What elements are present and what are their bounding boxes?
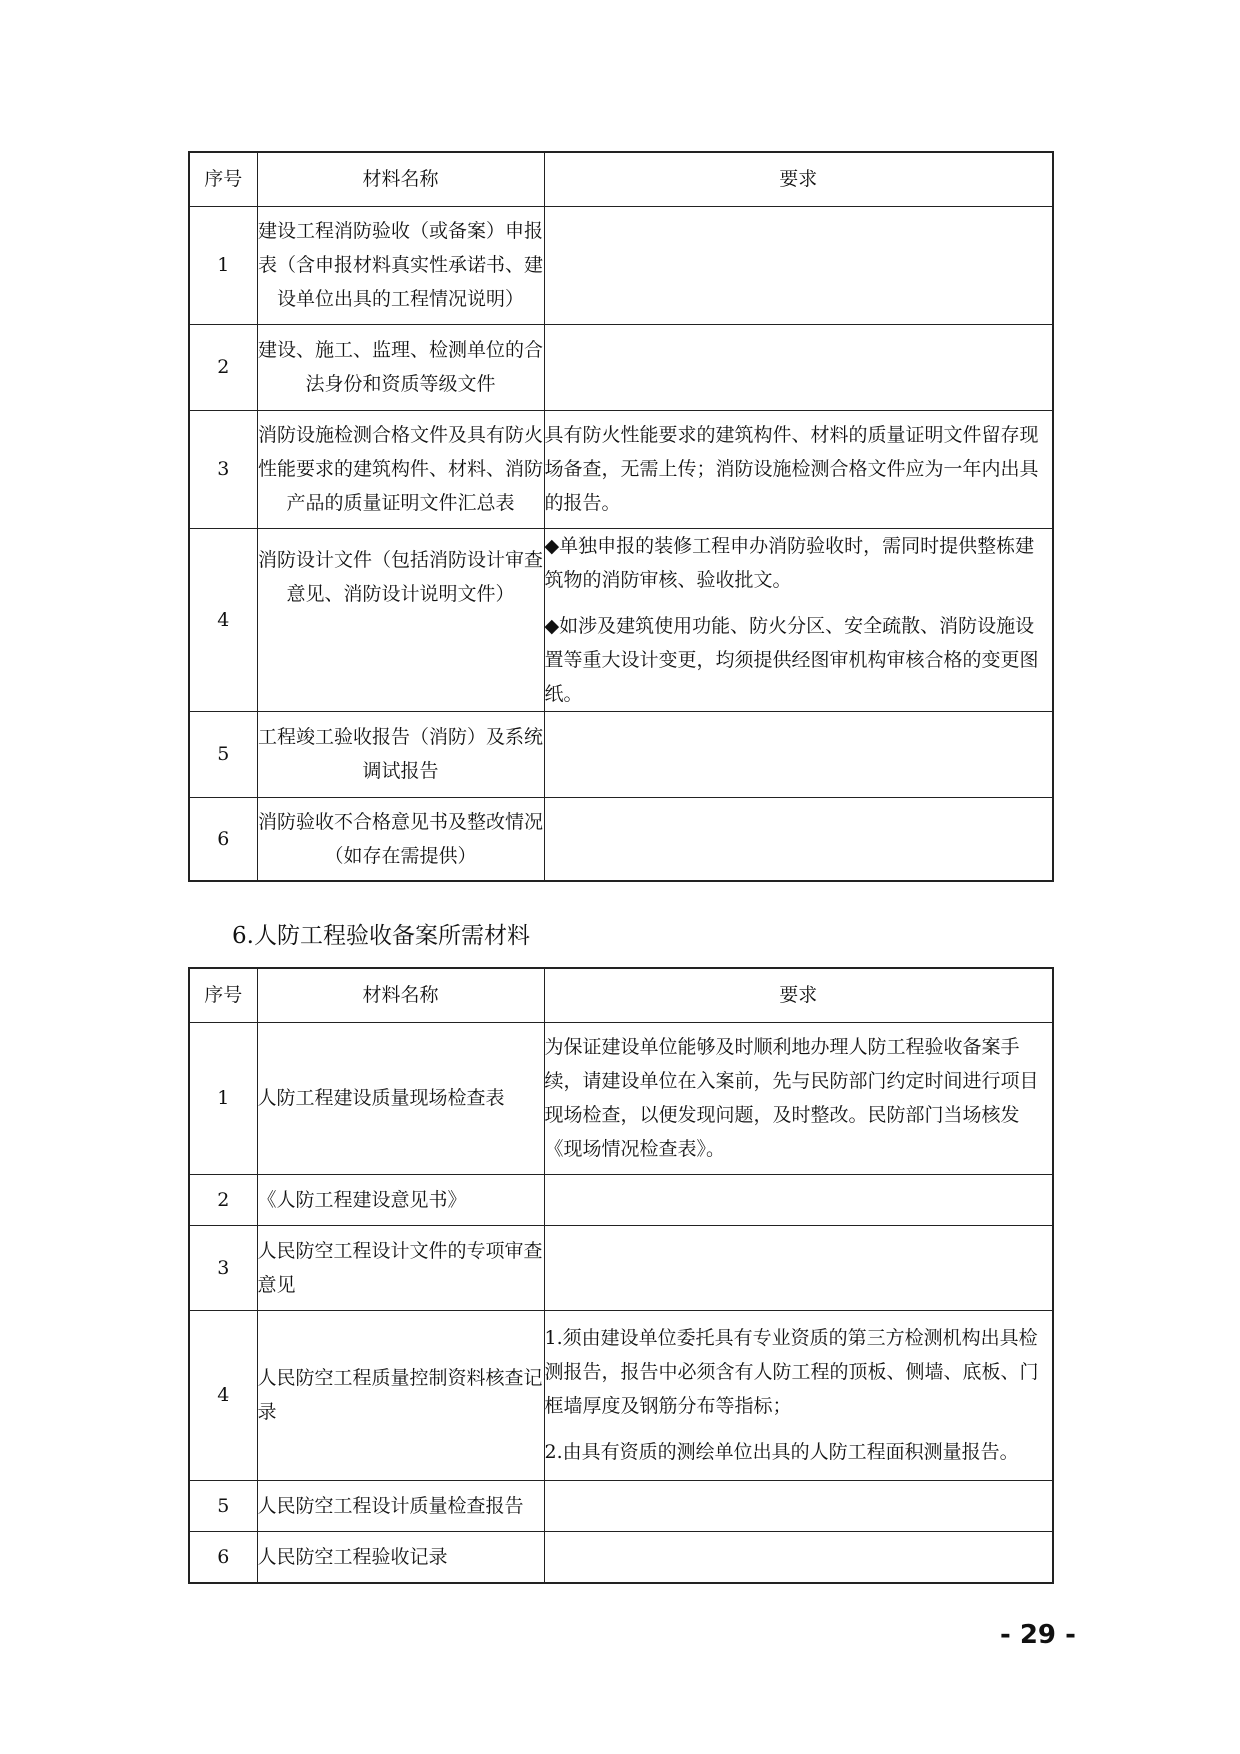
row-name: 消防设施检测合格文件及具有防火性能要求的建筑构件、材料、消防产品的质量证明文件汇总表 xyxy=(257,410,544,528)
table-row xyxy=(189,1022,1053,1174)
row-no: 5 xyxy=(189,1480,257,1531)
row-name: 建设、施工、监理、检测单位的合法身份和资质等级文件 xyxy=(257,324,544,410)
row-requirement xyxy=(544,1310,1053,1480)
header-name: 材料名称 xyxy=(257,152,544,206)
row-no: 2 xyxy=(189,324,257,410)
row-requirement xyxy=(544,206,1053,324)
row-name: 人民防空工程验收记录 xyxy=(257,1531,544,1583)
civil-defense-materials-table xyxy=(188,967,1054,1584)
header-no: 序号 xyxy=(189,968,257,1022)
row-requirement xyxy=(544,1225,1053,1310)
row-no: 3 xyxy=(189,410,257,528)
row-name: 工程竣工验收报告（消防）及系统调试报告 xyxy=(257,711,544,797)
row-requirement xyxy=(544,711,1053,797)
row-requirement xyxy=(544,1480,1053,1531)
table-row xyxy=(189,1225,1053,1310)
row-no: 4 xyxy=(189,528,257,711)
row-name: 人民防空工程设计质量检查报告 xyxy=(257,1480,544,1531)
table-row xyxy=(189,1310,1053,1480)
table-row xyxy=(189,1174,1053,1225)
table-row xyxy=(189,206,1053,324)
header-no: 序号 xyxy=(189,152,257,206)
header-name: 材料名称 xyxy=(257,968,544,1022)
row-requirement xyxy=(544,1174,1053,1225)
row-no: 1 xyxy=(189,1022,257,1174)
row-requirement xyxy=(544,324,1053,410)
table-row xyxy=(189,324,1053,410)
table-header-row xyxy=(189,968,1053,1022)
table-row xyxy=(189,1480,1053,1531)
table-row xyxy=(189,410,1053,528)
table-row xyxy=(189,1531,1053,1583)
row-requirement: 为保证建设单位能够及时顺利地办理人防工程验收备案手续，请建设单位在入案前，先与民防部门约定时间进行项目现场检查，以便发现问题，及时整改。民防部门当场核发《现场情况检查表》。 xyxy=(544,1022,1053,1174)
row-name: 建设工程消防验收（或备案）申报表（含申报材料真实性承诺书、建设单位出具的工程情况说明） xyxy=(257,206,544,324)
fire-acceptance-materials-table xyxy=(188,151,1054,882)
row-requirement xyxy=(544,528,1053,711)
row-name: 《人防工程建设意见书》 xyxy=(257,1174,544,1225)
row-requirement xyxy=(544,1531,1053,1583)
row-no: 4 xyxy=(189,1310,257,1480)
row-no: 6 xyxy=(189,1531,257,1583)
row-name: 消防设计文件（包括消防设计审查意见、消防设计说明文件） xyxy=(257,528,544,711)
row-no: 5 xyxy=(189,711,257,797)
requirement-bullet: ◆单独申报的装修工程申办消防验收时，需同时提供整栋建筑物的消防审核、验收批文。 xyxy=(544,534,1035,591)
row-requirement: 具有防火性能要求的建筑构件、材料的质量证明文件留存现场备查，无需上传；消防设施检测合格文件应为一年内出具的报告。 xyxy=(544,410,1053,528)
row-requirement xyxy=(544,797,1053,881)
section-title: 6.人防工程验收备案所需材料 xyxy=(232,923,530,949)
requirement-item: 2.由具有资质的测绘单位出具的人防工程面积测量报告。 xyxy=(544,1441,1019,1463)
requirement-item: 1.须由建设单位委托具有专业资质的第三方检测机构出具检测报告，报告中必须含有人防工程的顶板、侧墙、底板、门框墙厚度及钢筋分布等指标； xyxy=(544,1327,1039,1417)
row-no: 6 xyxy=(189,797,257,881)
requirement-bullet: ◆如涉及建筑使用功能、防火分区、安全疏散、消防设施设置等重大设计变更，均须提供经图审机构审核合格的变更图纸。 xyxy=(544,614,1039,705)
table-row xyxy=(189,528,1053,711)
row-name: 人民防空工程质量控制资料核查记录 xyxy=(257,1310,544,1480)
row-name: 人防工程建设质量现场检查表 xyxy=(257,1022,544,1174)
header-requirement: 要求 xyxy=(544,968,1053,1022)
table-row xyxy=(189,711,1053,797)
row-no: 2 xyxy=(189,1174,257,1225)
row-name: 消防验收不合格意见书及整改情况（如存在需提供） xyxy=(257,797,544,881)
row-no: 3 xyxy=(189,1225,257,1310)
row-no: 1 xyxy=(189,206,257,324)
row-name: 人民防空工程设计文件的专项审查意见 xyxy=(257,1225,544,1310)
table-row xyxy=(189,797,1053,881)
table-header-row xyxy=(189,152,1053,206)
header-requirement: 要求 xyxy=(544,152,1053,206)
page-number: - 29 - xyxy=(1000,1620,1076,1650)
